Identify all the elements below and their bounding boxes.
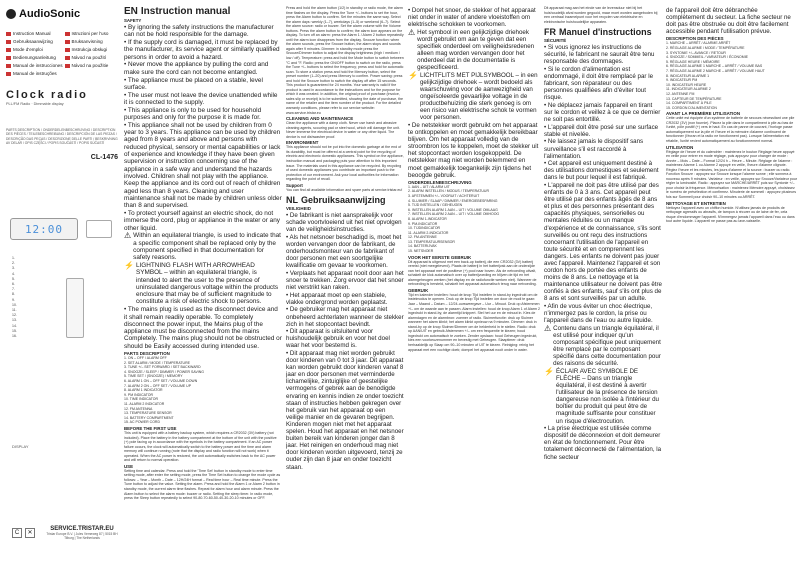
- warning-item: ⚠ Within an equilateral triangle, is used to indicate that a specific component shall be replaced only by the component specified in that documentation for safety reasons.: [124, 231, 281, 262]
- language-item: Manual de instrucciones: [6, 62, 63, 69]
- part-item: 15. CORDON D'ALIMENTATION: [666, 105, 717, 110]
- part-item: 14. BATTERY COMPARTMENT: [124, 415, 174, 420]
- safety-item: • By ignoring the safety instructions the manufacturer can not be hold responsible for the damage.: [124, 24, 274, 39]
- flag-icon: [6, 48, 11, 52]
- callout-number: 1.: [12, 256, 15, 260]
- part-item: 13. TEMPERATUURSENSOR: [408, 239, 455, 244]
- part-item: 7. ALARM 2 ON – OFF SET / VOLUME UP: [124, 383, 192, 388]
- safety-item: • The user must not leave the device unattended while it is connected to the supply.: [124, 91, 278, 106]
- en-environment-heading: ENVIRONMENT: [286, 140, 319, 146]
- callout-number: 15.: [12, 328, 17, 333]
- flag-icon: [65, 64, 70, 68]
- warning-item: ⚡ LICHTFLITS MET PIJLSYMBOOL – in een gelijkzijdige driehoek – wordt bedoeld als waarschuwing voor de aanwezigheid van ongeïsoleerde gevaarlijke voltage in de productbehuizing die sterk genoeg is om een risico van elektrische schok te vormen voor personen.: [408, 70, 538, 122]
- warning-item: ⚠ Het symbool in een gelijkzijdige driehoek wordt gebruikt om aan te geven dat een specifiek onderdeel om veiligheidsredenen alleen mag worden vervangen door het onderdeel dat in de documentatie is gespecificeerd.: [408, 27, 535, 72]
- en-parts-heading: PARTS DESCRIPTION: [124, 351, 170, 357]
- clock-radio-illustration: [10, 218, 78, 240]
- service-website: SERVICE.TRISTAR.EU: [50, 526, 114, 532]
- nl-use-heading: GEBRUIK: [408, 287, 429, 293]
- en-use-text-continued: Press and hold the alarm button (1/2) in standby or radio mode, the alarm time flashes on the display. Press the Tune +/– buttons to set the hour, press the Alarm button to confirm. Set the minutes the same way. Select the alarm days: weekly (1–7), weekdays (1–5) or weekend (6–7). Select the alarm source: radio or buzzer. Set the alarm volume with the Volume buttons. Press the alarm button to confirm; the alarm icon appears on the display. To turn off an alarm: press the Alarm 1 / Alarm 2 button repeatedly until the alarm icon disappears from the display. Snooze function: when the alarm sounds, press the Snooze button, the alarm stops and sounds again after 9 minutes. Dimmer: in standby mode press the Snooze/Dimmer button to adjust the display brightness (high / medium / low / off). Temperature: press and hold the Mode button to switch between °C and °F. Radio: press the ON/OFF button to switch on the radio, press the Tune +/– buttons to select the frequency; press and hold for automatic scan. To store a station press and hold the Memory button, select the preset number (1–20) and press Memory to confirm. Power saving: press and hold the Snooze button to switch the display off after 15 seconds. This product is guaranteed for 24 months. Your warranty is valid if the product is used in accordance to the instructions and for the purpose for which it was created. In addition, the original proof of purchase (invoice, sales slip or receipt) is to be submitted, showing the date of purchase, the name of the retailer and the item number of the product. For the detailed warranty conditions, please refer to our service website: www.service.tristar.eu: [286, 6, 404, 115]
- nl-before-text: Dit apparaat is uitgerust met een back-up batterij, die een CR2032 (3V) batterij vereist (niet meegeleverd). Plaats de batterij in het batterijvak aan de onderzijde van het apparaat met de positieve (+) pool naar boven. Als de netvoeding uitvalt, schakelt de klok automatisch over op batterijvoeding en blijven de tijd en het alarmgeheugen werken (het display en de radiofunctie werken niet). Wanneer de netvoeding is hersteld, schakelt het apparaat automatisch terug naar netvoeding.: [408, 259, 537, 287]
- nl-safety-list-continued: [408, 7, 540, 179]
- warning-triangle-icon: ⚠: [408, 27, 416, 37]
- safety-item: • De netstekker wordt gebruikt om het apparaat te ontkoppelen en moet gemakkelijk bereikbaar blijven. Om het apparaat volledig van de stroombron los te koppelen, moet de stekker uit het stopcontact worden losgekoppeld. De netstekker mag niet worden belemmerd en moet gemakkelijk toegankelijk zijn tijdens het beoogde gebruik.: [408, 122, 539, 179]
- brand-name: AudioSonic: [19, 8, 81, 20]
- callout-number: 4.: [12, 271, 15, 276]
- language-item: Gebruiksaanwijzing: [6, 38, 63, 45]
- safety-item: • If the supply cord is damaged, it must be replaced by the manufacturer, its service agent or similarly qualified persons in order to avoid a hazard.: [124, 39, 280, 61]
- safety-item: • Dit apparaat is uitsluitend voor huishoudelijk gebruik en voor het doel waar het voor bestemd is.: [286, 328, 390, 350]
- part-item: 6. RÉGLAGE ALARME 1 MARCHE – ARRÊT / VOLUME BAS: [666, 64, 763, 69]
- part-item: 5. TIJD INSTELLEN / GEHEUGEN: [408, 203, 463, 208]
- part-item: 7. RÉGLAGE ALARME 2 MARCHE – ARRÊT / VOLUME HAUT: [666, 68, 765, 73]
- language-item: Návod na použitie: [65, 62, 118, 69]
- part-item: 11. INDICATEUR ALARME 2: [666, 87, 711, 92]
- callout-number: 6.: [12, 282, 15, 287]
- fr-safety-list: [544, 44, 662, 460]
- safety-item: • De gebruiker mag het apparaat niet onbeheerd achterlaten wanneer de stekker zich in het stopcontact bevindt.: [286, 306, 404, 328]
- nl-parts-list: [408, 185, 540, 254]
- language-item: Mode d'emploi: [6, 46, 63, 53]
- en-before-text: This unit is equipped with a battery backup system, which requires a CR2032 (3V) battery (not included). Place the battery in the battery compartment at the bottom of the unit with the positive (+) pole facing up in accordance with the symbols in the battery compartment. If an AC power failure occurs, the clock will automatically switch to the battery power and the time and alarm memory will continue running (note that the display and radio function will not work) when it operated. When the AC power is restored, the unit automatically switches back to the AC power and will return to normal operation.: [124, 430, 277, 463]
- part-item: 9. PM-INDICATOR: [408, 221, 438, 226]
- safety-item: • The appliance must be placed on a stable, level surface.: [124, 76, 263, 91]
- language-item: Manual de instruções: [6, 70, 63, 77]
- part-item: 5. RÉGLAGE HEURE / MÉMOIRE: [666, 59, 720, 64]
- callout-number: 14.: [12, 323, 17, 328]
- nl-manual-title: Gebruiksaanwijzing: [301, 195, 386, 206]
- flag-icon: [6, 72, 11, 76]
- nl-environment-text: Dit apparaat mag aan het einde van de levensduur niet bij het huishoudelijk afval worden gegooid, maar moet worden aangeboden bij een centraal inzamelpunt voor het recyclen van elektrische en elektronische huishoudelijke apparaten.: [544, 6, 658, 24]
- part-item: 13. CAPTEUR DE TEMPÉRATURE: [666, 96, 722, 101]
- en-environment-text: This appliance should not be put into the domestic garbage at the end of its durability, but must be offered at a central point for the recycling of electric and electronic domestic appliances. This symbol on the appliance, instruction manual and packaging puts your attention to this important issue. The materials used in this appliance can be recycled. By recycling of used domestic appliances you contribute an important push to the protection of our environment. Ask your local authorities for information regarding the point of recall.: [286, 145, 404, 182]
- callout-number: 16.: [12, 334, 17, 339]
- part-item: 6. INSTELLEN ALARM 1 AAN – UIT / VOLUME OMLAAG: [408, 207, 498, 212]
- display-label: DISPLAY: [12, 444, 29, 449]
- en-support-text: You can find all available information and spare parts at service.tristar.eu!: [286, 187, 403, 192]
- model-code: CL-1476: [90, 154, 118, 161]
- part-item: 4. SNOOZE / SOMMEIL / VARIATEUR / ÉCONOMIE: [666, 55, 749, 60]
- part-item: 12. FM-ANTENNE: [408, 235, 437, 240]
- en-manual-title: Instruction manual: [140, 6, 231, 17]
- callout-number: 5.: [12, 276, 15, 281]
- warning-triangle-icon: ⚠: [124, 231, 132, 241]
- warning-item: ⚡ ÉCLAIR AVEC SYMBOLE DE FLÈCHE – Dans un triangle équilatéral, il est destiné à avertir l'utilisateur de la présence de tension dangereuse non isolée à l'intérieur du boîtier du produit qui peut être de magnitude suffisante pour constituer un risque d'électrocution.: [544, 366, 659, 425]
- callout-number: 10.: [12, 302, 17, 307]
- safety-item: • Verplaats het apparaat nooit door aan het snoer te trekken. Zorg ervoor dat het snoer niet verstrikt kan raken.: [286, 269, 404, 292]
- safety-item: • Afin de vous éviter un choc électrique, n'immergez pas le cordon, la prise ou l'appareil dans de l'eau ou autre liquide.: [544, 303, 653, 325]
- fr-cleaning-text: Nettoyez l'appareil avec un chiffon humide. N'utilisez jamais de produits de nettoyage agressifs ou abrasifs, de tampon à récurer ou de laine de fer, cela risque d'endommager l'appareil. N'immergez jamais l'appareil dans l'eau ou dans tout autre liquide. L'appareil ne passe pas au lave-vaisselle.: [666, 205, 795, 224]
- part-item: 9. INDICATEUR PM: [666, 78, 698, 83]
- part-item: 4. SNOOZE / SLEEP / DIMMER / POWER SAVING: [124, 369, 204, 374]
- nl-heading: [286, 195, 404, 205]
- language-list: [6, 30, 118, 77]
- part-item: 8. ALARM 1-INDICATOR: [408, 216, 447, 221]
- flag-icon: [6, 56, 11, 60]
- safety-item: • Si vous ignorez les instructions de sécurité, le fabricant ne saurait être tenu responsable des dommages.: [544, 44, 655, 66]
- en-cleaning-heading: CLEANING AND MAINTENANCE: [286, 116, 354, 122]
- lightning-warning-icon: ⚡: [408, 70, 418, 80]
- en-support-heading: Support: [286, 182, 303, 188]
- fr-language-code: FR: [544, 27, 556, 38]
- part-item: 1. AAN – UIT / ALARM UIT: [408, 184, 450, 189]
- part-item: 14. BATTERIJVAK: [408, 244, 437, 249]
- flag-icon: [6, 40, 11, 44]
- warning-triangle-icon: ⚠: [544, 323, 552, 333]
- flag-icon: [6, 64, 11, 68]
- ce-mark-icon: C: [12, 528, 22, 538]
- part-item: 2. ALARM INSTELLEN / MODUS / TEMPERATUUR: [408, 189, 489, 194]
- fr-parts-list: [666, 41, 798, 110]
- callout-number: 13.: [12, 318, 17, 323]
- lightning-warning-icon: ⚡: [544, 366, 554, 376]
- safety-item: • Ne laissez jamais le dispositif sans surveillance s'il est raccordé à l'alimentation.: [544, 138, 644, 160]
- warning-item: ⚡ LIGHTNING FLASH WITH ARROWHEAD SYMBOL – within an equilateral triangle, is intended to alert the user to the presence of uninsulated dangerous voltage within the products enclosure that may be of sufficient magnitude to constitute a risk of electric shock to persons.: [124, 261, 279, 306]
- warning-item: ⚠ Contenu dans un triangle équilatéral, il est utilisé pour indiquer qu'un composant spécifique peut uniquement être remplacé par le composant spécifié dans cette documentation pour des raisons de sécurité.: [544, 323, 661, 368]
- clock-display-digits: 12:00: [24, 222, 64, 236]
- column-en-2: [286, 6, 404, 571]
- parts-description-caption: PARTS DESCRIPTION / ONDERDELENBESCHRIJVING / DESCRIPTION DES PIÈCES / TEILEBESCHREIBUNG / DESCRIPCIÓN DE LAS PIEZAS / DESCRIÇÃO DAS PEÇAS / DESCRIZIONE DELLE PARTI / BESKRIVNING AV DELAR / OPIS CZĘŚCI / POPIS SOUČÁSTÍ / POPIS SÚČASTÍ: [6, 128, 118, 145]
- fr-safety-heading: SÉCURITÉ: [544, 38, 567, 44]
- language-item: Návod na použití: [65, 54, 118, 61]
- en-safety-heading: SAFETY: [124, 18, 142, 23]
- nl-safety-heading: VEILIGHEID: [286, 206, 311, 212]
- callout-number: 9.: [12, 297, 15, 302]
- product-subtitle: PLL/FM Radio · Dimmable display: [6, 102, 64, 106]
- language-item: Instrukcja obsługi: [65, 46, 118, 53]
- part-item: 15. AC POWER CORD: [124, 420, 160, 425]
- brand-logo: [6, 8, 118, 20]
- part-item: 11. ALARM 2-INDICATOR: [408, 230, 449, 235]
- safety-item: • Dompel het snoer, de stekker of het apparaat niet onder in water of andere vloeistoffen om elektrische schokken te voorkomen.: [408, 7, 536, 29]
- flag-icon: [65, 56, 70, 60]
- safety-item: • L'appareil ne doit pas être utilisé par des enfants de 0 à 3 ans. Cet appareil peut être utilisé par des enfants âgés de 8 ans et plus et des personnes présentant des capacités physiques, sensorielles ou mentales réduites ou un manque d'expérience et de connaissance, s'ils sont surveillés ou ont reçu des instructions concernant l'utilisation de l'appareil en toute sécurité et en comprennent les dangers. Les enfants ne doivent pas jouer avec l'appareil. Maintenez l'appareil et son cordon hors de portée des enfants de moins de 8 ans. Le nettoyage et la maintenance utilisateur ne doivent pas être confiés à des enfants, sauf s'ils ont plus de 8 ans et sont surveillés par un adulte.: [544, 181, 662, 303]
- safety-item: • Si le cordon d'alimentation est endommagé, il doit être remplacé par le fabricant, son réparateur ou des personnes qualifiées afin d'éviter tout risque.: [544, 65, 654, 102]
- part-item: 10. TIJDINDICATOR: [408, 226, 441, 231]
- column-fr-2: [666, 6, 798, 571]
- fr-safety-continued: de l'appareil doit être débranchée complètement du secteur. La fiche secteur ne doit pas être obstruée ou doit être facilement accessible pendant l'utilisation prévue.: [666, 7, 791, 36]
- part-item: 7. INSTELLEN ALARM 2 AAN – UIT / VOLUME OMHOOG: [408, 212, 500, 217]
- safety-item: • To protect yourself against an electric shock, do not immerse the cord, plug or appliance in the water or any other liquid.: [124, 209, 280, 232]
- nl-safety-list: [286, 212, 404, 470]
- part-item: 14. COMPARTIMENT À PILE: [666, 101, 712, 106]
- fr-use-text: Réglage de l'heure et du calendrier : maintenez le bouton Réglage heure appuyé en veille pour entrer en mode réglage, puis appuyez pour changer de mode : Année – Mois – Date – Format 12/24 h – Heure – Minute. Réglage de l'alarme : maintenez Alarme 1 ou Alarme 2 appuyé en veille, l'heure d'alarme clignote. Réglez l'heure et les minutes, les jours d'alarme et la source : buzzer ou radio. Fonction Snooze : appuyez sur Snooze lorsque l'alarme sonne ; elle sonnera à nouveau après 9 minutes. Variateur : en veille, appuyez sur Snooze/Variateur pour régler la luminosité. Radio : appuyez sur MARCHE/ARRÊT puis sur Syntonie +/– pour choisir la fréquence. Mémorisation : maintenez Mémoire appuyé, choisissez le numéro de présélection et confirmez. Minuterie de sommeil : appuyez plusieurs fois sur Sommeil pour choisir 90–10 minutes ou ARRÊT.: [666, 149, 798, 200]
- fr-use-heading: UTILISATION: [666, 144, 694, 150]
- part-item: 8. INDICATEUR ALARME 1: [666, 73, 710, 78]
- language-item: Bruksanvisning: [65, 38, 118, 45]
- nl-parts-heading: ONDERDELENBESCHRIJVING: [408, 179, 472, 185]
- column-nl-2: [408, 6, 540, 571]
- part-item: 13. TEMPERATURE SENSOR: [124, 411, 172, 416]
- en-use-text: Setting time and calendar. Press and hold the 'Time Set' button in standby mode to enter time setting mode, after enter the setting mode, press the Time Set button to change the mode cycle as follows: – Year – Month – Date – 12H/24H format – Real time hour – Real time minute. Press the Tune button to adjust the value. Setting the alarm. Press and hold the Alarm 1 or Alarm 2 button in standby mode, the current alarm time flashes. Repeat for alarm hour and alarm minute. Press the Alarm button to select the alarm mode: buzzer or radio. Setting the sleep timer. In radio mode, press the Sleep button repeatedly to select 90-80-70-60-50-40-30-20-10 minutes or OFF.: [124, 468, 281, 501]
- callout-number: 3.: [12, 266, 15, 271]
- en-before-heading: BEFORE THE FIRST USE: [124, 425, 177, 431]
- part-item: 10. TIME INDICATOR: [124, 397, 159, 402]
- part-item: 3. AFSTEMMEN +/– VOORUIT / ACHTERUIT: [408, 193, 480, 198]
- column-fr-1: [544, 6, 662, 571]
- fr-before-heading: AVANT LA PREMIÈRE UTILISATION: [666, 111, 740, 117]
- safety-item: • The mains plug is used as the disconnect device and it shall remain readily operable. To completely disconnect the power input, the Mains plug of the appliance must be disconnected from the mains Completely. The mains plug should not be obstructed or should be Easily accessed during intended use.: [124, 306, 282, 350]
- language-item: Istruzioni per l'uso: [65, 30, 118, 37]
- callout-number: 11.: [12, 308, 17, 313]
- safety-item: • Als het netsnoer beschadigd is, moet het worden vervangen door de fabrikant, de onderhoudsmonteur van de fabrikant of door personen met een soortgelijke kwalificatie om gevaar te voorkomen.: [286, 234, 402, 270]
- safety-item: • Cet appareil est uniquement destiné à des utilisations domestiques et seulement dans le but pour lequel il est fabriqué.: [544, 160, 659, 182]
- safety-item: • De fabrikant is niet aansprakelijk voor schade voortvloeiend uit het niet opvolgen van de veiligheidsinstructies.: [286, 212, 402, 234]
- flag-icon: [65, 40, 70, 44]
- safety-item: • Ne déplacez jamais l'appareil en tirant sur le cordon et veillez à ce que ce dernier ne soit pas entortillé.: [544, 101, 661, 124]
- product-name: Clock radio: [6, 89, 88, 101]
- safety-item: • This appliance shall not be used by children from 0 year to 3 years. This appliance can be used by children aged from 8 years and above and persons with reduced physical, sensory or mental capabilities or lack of experience and knowledge if they have been given supervision or instruction concerning use of the appliance in a safe way and understand the hazards involved. Children shall not play with the appliance. Keep the appliance and its cord out of reach of children aged less than 8 years. Cleaning and user maintenance shall not be made by children unless older than 8 and supervised.: [124, 121, 282, 210]
- nl-use-text: Tijd en kalender instellen: houd de knop Tijd instellen in stand-by ingedrukt om de instelmodus te openen. Druk op de knop Tijd instellen om door de modi te gaan: Jaar – Maand – Datum – 12/24-uursweergave – Uur – Minuut. Druk op Afstemmen +/– om de waarde aan te passen. Alarm instellen: houd de knop Alarm 1 of Alarm 2 ingedrukt in stand-by, de alarmtijd knippert. Stel het uur en de minuut in. Kies de alarmdagen en de alarmbron: zoemer of radio. Sluimerfunctie: druk op Sluimer wanneer het alarm klinkt; het alarm klinkt opnieuw na 9 minuten. Dimmer: druk in stand-by op de knop Sluimer/Dimmer om de helderheid in te stellen. Radio: druk op AAN/UIT en gebruik Afstemmen +/– om een frequentie te kiezen; houd ingedrukt om automatisch te zoeken. Zender opslaan: houd Geheugen ingedrukt, kies een voorkeuzenummer en bevestig met Geheugen. Slaaptimer: druk herhaaldelijk op Slaap om 90–10 minuten of UIT te kiezen. Reiniging: reinig het apparaat met een vochtige doek; dompel het apparaat nooit onder in water.: [408, 292, 540, 352]
- callout-number: 2.: [12, 261, 15, 266]
- part-item: 11. ALARM 2 INDICATOR: [124, 402, 165, 406]
- safety-item: • This appliance is only to be used for household purposes and only for the purpose it is made for.: [124, 106, 262, 122]
- certification-icons: [12, 528, 35, 538]
- en-cleaning-text: Clean the appliance with a damp cloth. Never use harsh and abrasive cleaning agents, scouring pad or steel wool, which will damage the unit. Never immerse the electrical device in water or any other liquid. The device is not dishwasher proof.: [286, 121, 400, 139]
- callout-number: 8.: [12, 292, 15, 297]
- en-safety-list: [124, 24, 282, 350]
- part-item: 2. SET ALARM / MODE / TEMPERATURE: [124, 360, 190, 365]
- en-language-code: EN: [124, 6, 138, 17]
- nl-language-code: NL: [286, 195, 298, 206]
- fr-before-text: Cette unité est équipée d'un système de batterie de secours nécessitant une pile CR2032 (3V) (non fournie). Placez la pile dans le compartiment à pile au bas de l'unité, pôle positif (+) vers le haut. En cas de panne de courant, l'horloge passe automatiquement sur la pile et l'heure et la mémoire d'alarme continuent de fonctionner (l'écran et la radio ne fonctionnent pas). Lorsque l'alimentation est rétablie, l'unité revient automatiquement au fonctionnement normal.: [666, 116, 795, 144]
- column-en-1: [124, 6, 282, 571]
- flag-icon: [6, 32, 11, 36]
- part-item: 6. ALARM 1 ON – OFF SET / VOLUME DOWN: [124, 379, 198, 384]
- fr-cleaning-heading: NETTOYAGE ET ENTRETIEN: [666, 200, 726, 206]
- en-parts-list: [124, 356, 282, 425]
- callout-list: [12, 256, 42, 339]
- flag-icon: [65, 32, 70, 36]
- lightning-warning-icon: ⚡: [124, 261, 134, 270]
- service-footer: [46, 526, 118, 540]
- cover-panel: [6, 8, 118, 568]
- part-item: 3. TUNE +/– SET FORWARD / SET BACKWARD: [124, 365, 201, 370]
- wall-mount-illustration: [86, 220, 112, 238]
- part-item: 4. SLUIMER / SLAAP / DIMMER / ENERGIEBESPARING: [408, 198, 498, 203]
- part-item: 9. PM INDICATOR: [124, 392, 154, 397]
- callout-number: 12.: [12, 313, 17, 318]
- company-address: Tristar Europe B.V. | Jules Verneweg 87 | 5015 BH Tilburg | The Netherlands: [46, 532, 118, 541]
- fr-manual-title: Manuel d'instructions: [559, 27, 652, 38]
- language-item: Bedienungsanleitung: [6, 54, 63, 61]
- side-view-illustration: [66, 278, 84, 338]
- part-item: 12. ANTENNE FM: [666, 91, 695, 96]
- brand-logo-mark: [6, 9, 16, 19]
- nl-before-heading: VOOR HET EERSTE GEBRUIK: [408, 254, 472, 260]
- weee-bin-icon: ✕: [25, 528, 35, 538]
- part-item: 8. ALARM 1 INDICATOR: [124, 388, 163, 393]
- part-item: 1. ON – OFF / ALARM OFF: [124, 356, 167, 361]
- language-item: Instruction Manual: [6, 30, 63, 37]
- part-item: 1. MARCHE – ARRÊT / ALARME ARRÊT: [666, 41, 731, 46]
- safety-item: • Never move the appliance by pulling the cord and make sure the cord can not become entangled.: [124, 61, 269, 76]
- part-item: 5. TIME SET / (SNOOZE) / MEMORY: [124, 374, 183, 379]
- part-item: 10. INDICATEUR HEURE: [666, 82, 707, 87]
- part-item: 3. SYNTONIE +/– AVANCE / RETOUR: [666, 50, 726, 55]
- callout-number: 7.: [12, 287, 15, 292]
- safety-item: • Het apparaat moet op een stabiele, vlakke ondergrond worden geplaatst.: [286, 291, 388, 306]
- safety-item: • Dit apparaat mag niet worden gebruikt door kinderen van 0 tot 3 jaar. Dit apparaat kan worden gebruikt door kinderen vanaf 8 jaar en door personen met verminderde lichamelijke, zintuiglijke of geestelijke vermogens of gebrek aan de benodigde ervaring en kennis indien ze onder toezicht staan of instructies hebben gekregen over het gebruik van het apparaat op een veilige manier en de gevaren begrijpen. Kinderen mogen niet met het apparaat spelen. Houd het apparaat en het netsnoer buiten bereik van kinderen jonger dan 8 jaar. Het reinigen en onderhoud mag niet door kinderen worden uitgevoerd, tenzij ze ouder zijn dan 8 jaar en onder toezicht staan.: [286, 350, 404, 471]
- fr-heading: [544, 27, 662, 37]
- safety-item: • La prise électrique est utilisée comme dispositif de déconnexion et doit demeurer en état de fonctionnement. Pour être totalement déconnecté de l'alimentation, la fiche secteur: [544, 425, 662, 461]
- fr-parts-heading: DESCRIPTION DES PIÈCES: [666, 36, 724, 42]
- en-heading: [124, 6, 282, 17]
- part-item: 12. FM ANTENNA: [124, 406, 153, 411]
- en-use-heading: USE: [124, 463, 134, 469]
- part-item: 15. NETSNOER: [408, 249, 434, 254]
- flag-icon: [65, 48, 70, 52]
- part-item: 2. RÉGLAGE ALARME / MODE / TEMPÉRATURE: [666, 45, 745, 50]
- safety-item: • L'appareil doit être posé sur une surface stable et nivelée.: [544, 123, 659, 138]
